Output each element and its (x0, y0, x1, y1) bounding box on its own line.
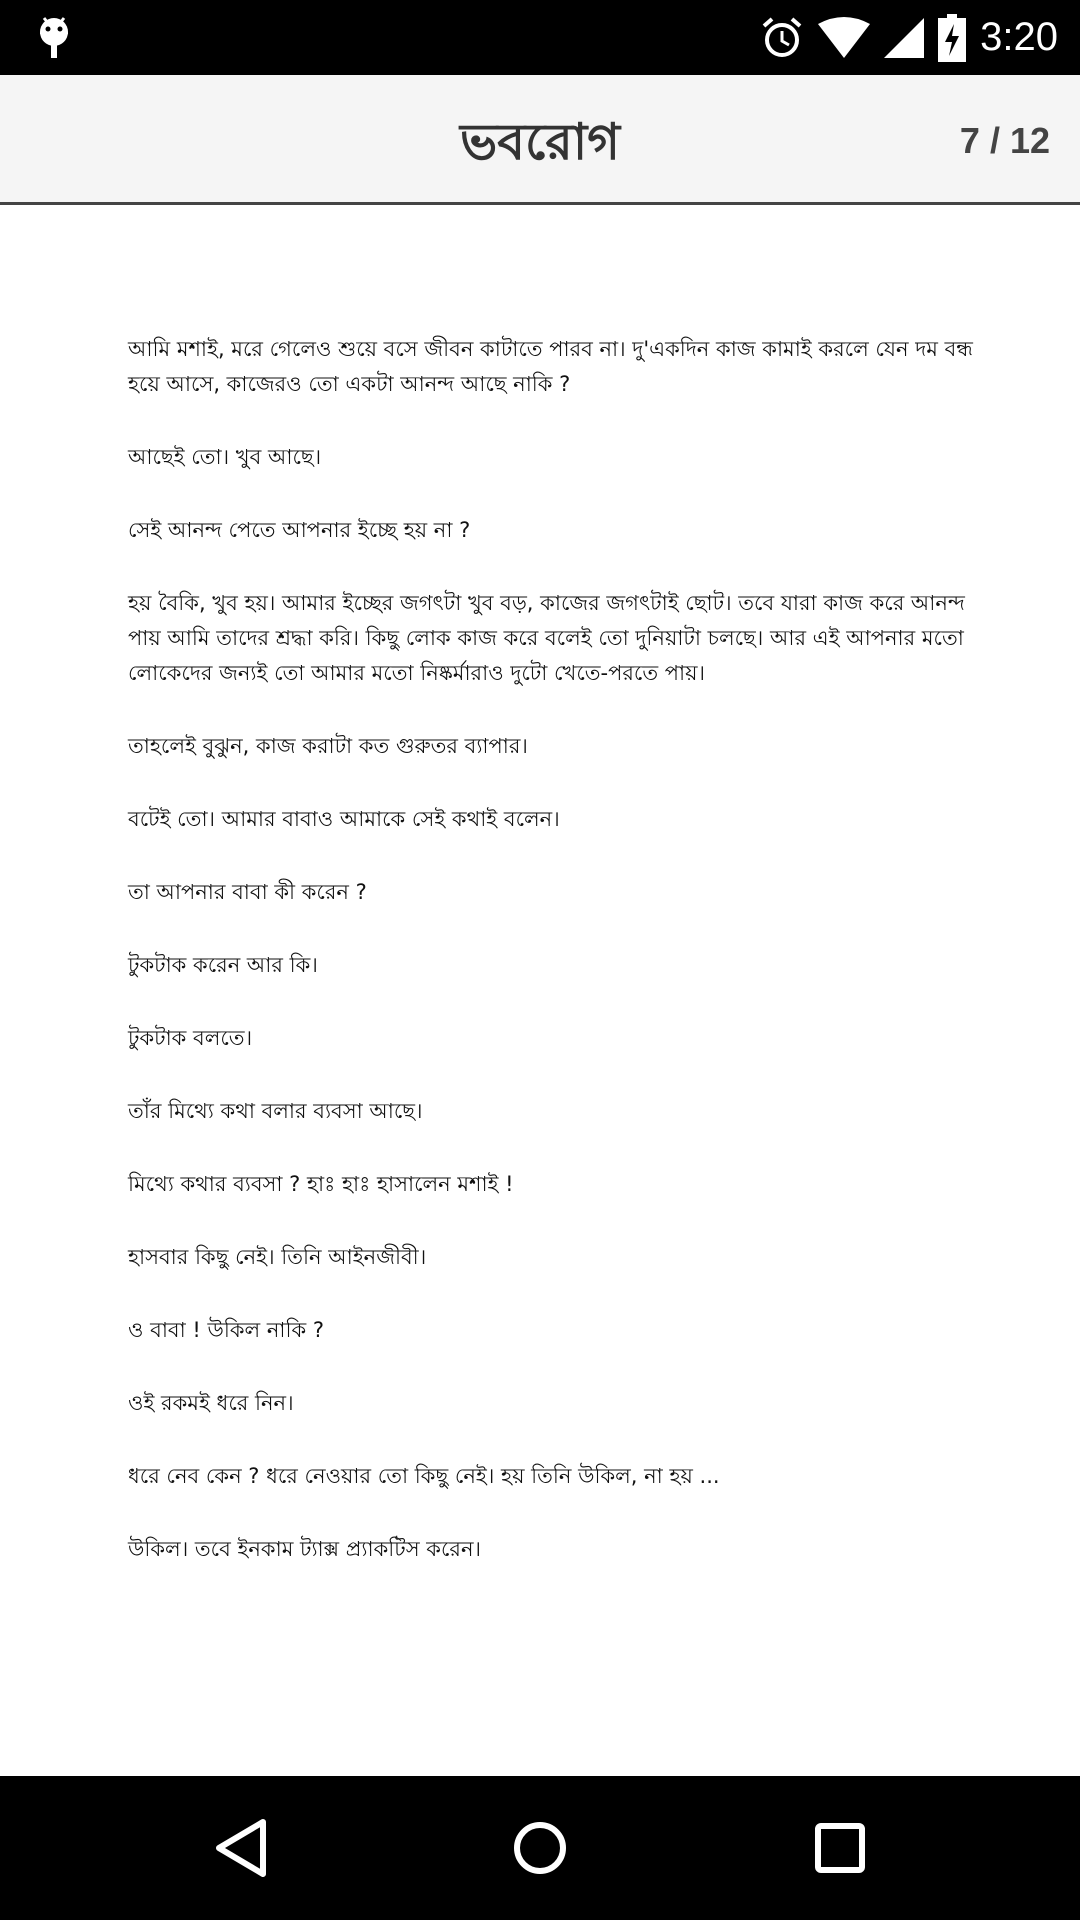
paragraph: সেই আনন্দ পেতে আপনার ইচ্ছে হয় না ? (128, 518, 471, 542)
home-button[interactable] (512, 1818, 568, 1878)
navigation-bar (0, 1776, 1080, 1920)
paragraph: মিথ্যে কথার ব্যবসা ? হাঃ হাঃ হাসালেন মশাই ! (128, 1172, 514, 1196)
paragraph: তাহলেই বুঝুন, কাজ করাটা কত গুরুতর ব্যাপার। (128, 734, 528, 758)
paragraph: ও বাবা ! উকিল নাকি ? (128, 1318, 324, 1342)
app-bar (0, 75, 1080, 205)
paragraph: টুকটাক বলতে। (128, 1026, 253, 1050)
paragraph: আমি মশাই, মরে গেলেও শুয়ে বসে জীবন কাটাতে পারব না। দু'একদিন কাজ কামাই করলে যেন দম বন্ধ হয়ে আসে, কাজেরও তো একটা আনন্দ আছে নাকি ? (128, 337, 973, 396)
paragraph: তা আপনার বাবা কী করেন ? (128, 880, 367, 904)
paragraph: ধরে নেব কেন ? ধরে নেওয়ার তো কিছু নেই। হয় তিনি উকিল, না হয় ... (128, 1464, 720, 1488)
paragraph: বটেই তো। আমার বাবাও আমাকে সেই কথাই বলেন। (128, 807, 560, 831)
wifi-icon (818, 16, 870, 60)
status-bar (0, 0, 1080, 75)
signal-icon (884, 16, 924, 60)
battery-charging-icon (938, 14, 966, 62)
paragraph: টুকটাক করেন আর কি। (128, 953, 318, 977)
alarm-icon (760, 16, 804, 60)
page-indicator: 7 / 12 (959, 120, 1050, 161)
back-button[interactable] (213, 1818, 269, 1878)
paragraph: ওই রকমই ধরে নিন। (128, 1391, 294, 1415)
paragraph: আছেই তো। খুব আছে। (128, 445, 322, 469)
story-content (128, 332, 988, 1605)
paragraph: উকিল। তবে ইনকাম ট্যাক্স প্র্যাকটিস করেন। (128, 1537, 482, 1561)
android-icon (38, 16, 70, 60)
page-title: ভবরোগ (460, 113, 620, 171)
paragraph: হয় বৈকি, খুব হয়। আমার ইচ্ছের জগৎটা খুব বড়, কাজের জগৎটাই ছোট। তবে যারা কাজ করে আনন্দ পায় আমি তাদের শ্রদ্ধা করি। কিছু লোক কাজ করে বলেই তো দুনিয়াটা চলছে। আর এই আপনার মতো লোকেদের জন্যই তো আমার মতো নিষ্কর্মারাও দুটো খেতে-পরতে পায়। (128, 591, 965, 685)
paragraph: হাসবার কিছু নেই। তিনি আইনজীবী। (128, 1245, 427, 1269)
paragraph: তাঁর মিথ্যে কথা বলার ব্যবসা আছে। (128, 1099, 423, 1123)
clock: 3:20 (980, 15, 1058, 59)
recents-button[interactable] (812, 1818, 868, 1878)
